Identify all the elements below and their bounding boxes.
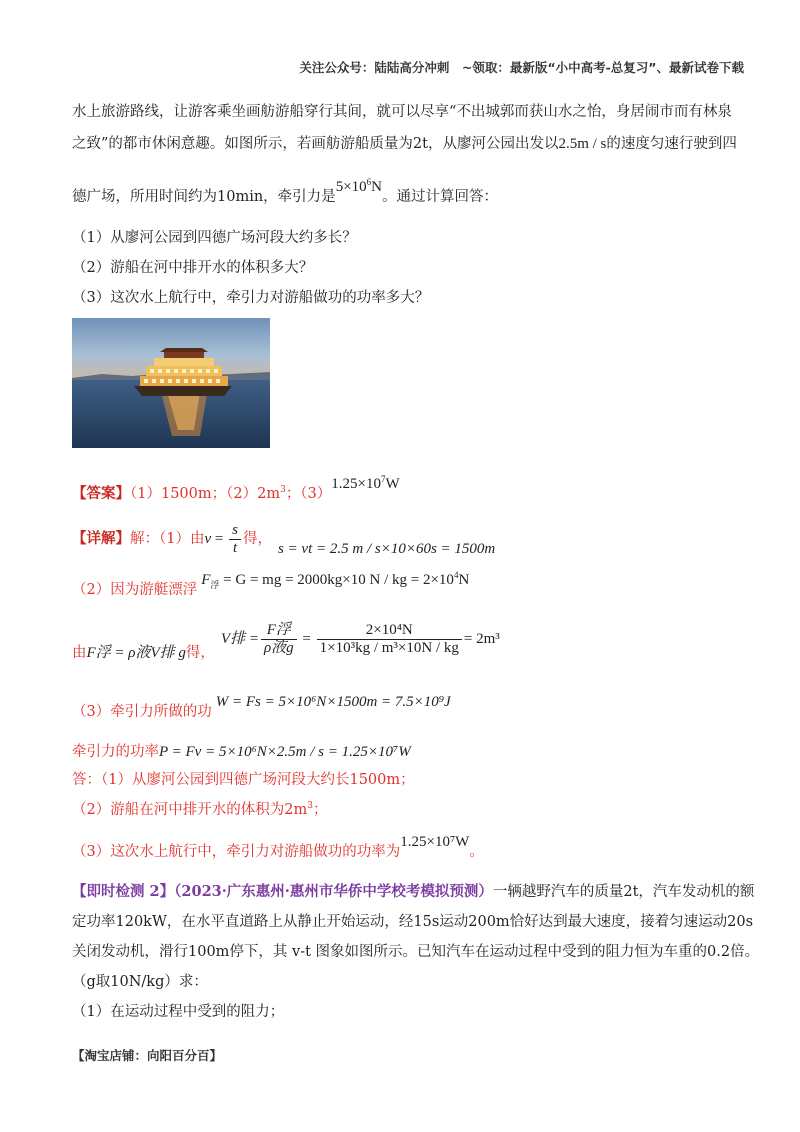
problem-2-label: 【即时检测 2】 xyxy=(72,883,175,900)
buoyancy-equation: $F_浮 = G$ = mg = 2000kg×10 N / kg = $2\times 10^4N$ xyxy=(201,570,470,590)
power-equation: P = Fv = 5×10⁶N×2.5m / s = 1.25×10⁷W xyxy=(159,744,411,760)
detail-step-5 xyxy=(72,740,411,761)
intro-line-3 xyxy=(72,177,498,206)
page-header: 关注公众号：陆陆高分冲刺 ~领取：最新版“小中高考-总复习”、最新试卷下载 xyxy=(299,60,744,75)
speed-value: 2.5m / s xyxy=(558,136,607,152)
detail-step-1 xyxy=(72,522,495,557)
volume-fraction-2: $\frac{\text{2×10⁴N}}{\text{1×10³kg / m³×10N / kg}}$ xyxy=(317,622,462,657)
detail-step-5-text: 牵引力的功率 xyxy=(72,744,159,760)
intro-line-1: 水上旅游路线，让游客乘坐画舫游船穿行其间，就可以尽享“不出城郭而获山水之怡，身居闹市而有林泉 xyxy=(72,104,732,120)
problem-2-line-1 xyxy=(72,880,754,901)
answer-part-1: （1）1500m；$(2)2m^3$ xyxy=(130,485,286,502)
speed-formula: v = $\frac{s}{t}$ xyxy=(204,531,242,547)
detail-step-1-post: 得， xyxy=(242,530,272,547)
detail-step-2-text: （2）因为游艇漂浮 xyxy=(72,582,198,598)
detail-step-4-text: （3）牵引力所做的功 xyxy=(72,704,212,720)
intro-line-3-a: 德广场，所用时间约为10min，牵引力是 xyxy=(72,189,336,205)
conclusion-3: （3）这次水上航行中，牵引力对游船做功的功率为1.25×10⁷W。 xyxy=(72,834,484,860)
problem-2-line-3: 关闭发动机，滑行100m停下，其 v-t 图象如图所示。已知汽车在运动过程中受到的阻力恒为车重的0.2倍。 xyxy=(72,944,760,960)
detail-step-1-pre: 解：（1）由 xyxy=(130,530,205,547)
question-3: （3）这次水上航行中，牵引力对游船做功的功率多大？ xyxy=(72,290,430,306)
intro-line-2-b: 的速度匀速行驶到四 xyxy=(606,136,737,152)
intro-line-2-a: 之致”的都市休闲意趣。如图所示，若画舫游船质量为2t，从廖河公园出发以 xyxy=(72,136,559,152)
volume-equation: V排 = $\frac{\text{F浮}}{\text{ρ液g}}$ = $\frac{\text{2×10⁴N}}{\text{1×10³kg / m³×10N / kg}}$ = 2m³ xyxy=(220,622,500,656)
intro-line-3-b: 。通过计算回答： xyxy=(382,189,498,205)
boat-photo-illustration xyxy=(72,318,270,448)
distance-equation: s = vt = 2.5 m / s×10×60s = 1500m xyxy=(277,540,496,557)
answer-part-2: ；（3） xyxy=(285,486,332,502)
speed-fraction: $\frac{s}{t}$ xyxy=(229,522,241,557)
archimedes-formula: F浮 = ρ液V排 g xyxy=(86,644,186,661)
detail-step-3 xyxy=(72,622,500,661)
boat-photo xyxy=(72,318,270,448)
detail-step-4 xyxy=(72,694,451,721)
problem-2-line-4: （g取10N/kg）求： xyxy=(72,974,208,990)
conclusion-1: 答：（1）从廖河公园到四德广场河段大约长1500m； xyxy=(72,772,415,788)
work-equation: W = Fs = 5×10⁶N×1500m = 7.5×10⁹J xyxy=(215,694,451,710)
problem-2-line-1-rest: 一辆越野汽车的质量2t，汽车发动机的额 xyxy=(492,884,755,900)
volume-fraction-1: $\frac{\text{F浮}}{\text{ρ液g}}$ xyxy=(261,622,297,657)
problem-2-question-1: （1）在运动过程中受到的阻力； xyxy=(72,1004,285,1020)
question-2: （2）游船在河中排开水的体积多大？ xyxy=(72,260,314,276)
detail-step-2 xyxy=(72,570,470,599)
detail-step-3-post: 得， xyxy=(185,644,215,661)
answer-power: $1.25\times 10^7W$ xyxy=(331,474,400,492)
conclusion-power: 1.25×10⁷W xyxy=(400,834,470,850)
answer-label: 【答案】 xyxy=(72,485,130,502)
detail-step-3-pre: 由 xyxy=(72,644,87,661)
page-footer: 【淘宝店铺：向阳百分百】 xyxy=(72,1048,223,1063)
answer-line xyxy=(72,474,400,503)
intro-line-2 xyxy=(72,132,737,153)
conclusion-2: （2）游船在河中排开水的体积为$2m^3$； xyxy=(72,801,328,818)
problem-2-source: （2023·广东惠州·惠州市华侨中学校考模拟预测） xyxy=(174,883,493,900)
question-1: （1）从廖河公园到四德广场河段大约多长？ xyxy=(72,230,357,246)
problem-2-line-2: 定功率120kW，在水平直道路上从静止开始运动，经15s运动200m恰好达到最大速度，接着匀速运动20s xyxy=(72,914,754,930)
force-value: $5\times 10^6N$ xyxy=(335,177,382,195)
detail-label: 【详解】 xyxy=(72,529,130,547)
